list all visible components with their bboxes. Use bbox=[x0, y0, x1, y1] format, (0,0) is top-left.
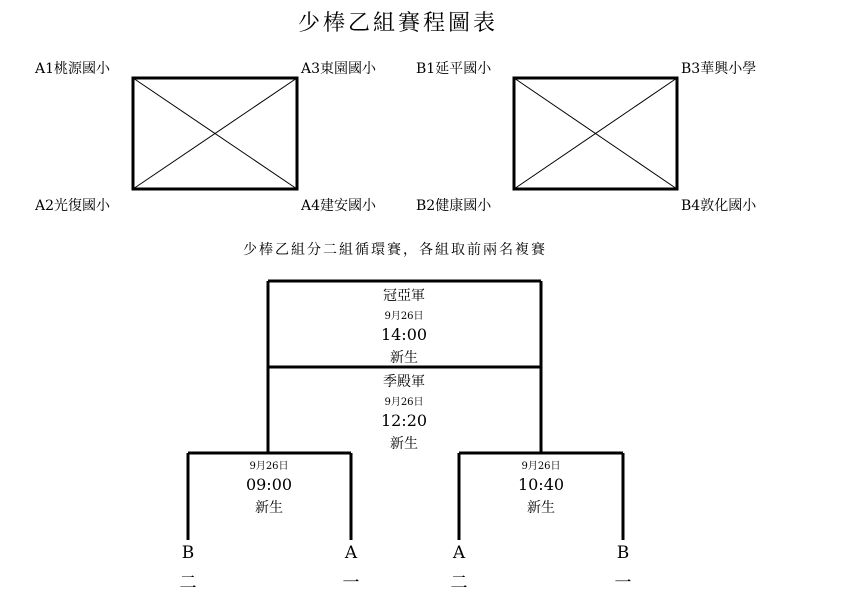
team-a3-label: A3東園國小 bbox=[301, 61, 377, 77]
team-a1-label: A1桃源國小 bbox=[35, 61, 111, 77]
slot-4-group: B bbox=[616, 543, 630, 563]
third-place-time: 12:20 bbox=[380, 411, 428, 430]
team-a4-label: A4建安國小 bbox=[301, 198, 377, 214]
semi-right-date: 9月26日 bbox=[521, 461, 561, 472]
semi-left-date: 9月26日 bbox=[249, 461, 289, 472]
final-date: 9月26日 bbox=[384, 311, 424, 322]
team-b2-label: B2健康國小 bbox=[416, 198, 492, 214]
slot-2-rank: 一 bbox=[342, 573, 360, 593]
group-a-diagram bbox=[133, 78, 297, 189]
semi-left-venue: 新生 bbox=[255, 500, 283, 516]
final-label: 冠亞軍 bbox=[383, 288, 425, 304]
team-b3-label: B3華興小學 bbox=[681, 61, 757, 77]
slot-3-group: A bbox=[452, 543, 466, 563]
third-place-date: 9月26日 bbox=[384, 397, 424, 408]
semi-right-venue: 新生 bbox=[527, 500, 555, 516]
third-place-venue: 新生 bbox=[390, 436, 418, 452]
format-note: 少棒乙組分二組循環賽，各組取前兩名複賽 bbox=[243, 242, 547, 258]
page-title: 少棒乙組賽程圖表 bbox=[298, 11, 499, 36]
final-time: 14:00 bbox=[380, 325, 428, 344]
team-a2-label: A2光復國小 bbox=[35, 198, 111, 214]
slot-3-rank: 二 bbox=[450, 573, 468, 593]
semi-right-time: 10:40 bbox=[517, 475, 565, 494]
slot-4-rank: 一 bbox=[614, 573, 632, 593]
third-place-label: 季殿軍 bbox=[383, 374, 425, 390]
slot-2-group: A bbox=[344, 543, 358, 563]
team-b1-label: B1延平國小 bbox=[416, 61, 492, 77]
slot-1-group: B bbox=[181, 543, 195, 563]
group-b-diagram bbox=[514, 78, 677, 189]
semi-left-time: 09:00 bbox=[245, 475, 293, 494]
final-venue: 新生 bbox=[390, 350, 418, 366]
slot-1-rank: 二 bbox=[179, 573, 197, 593]
team-b4-label: B4敦化國小 bbox=[681, 198, 757, 214]
